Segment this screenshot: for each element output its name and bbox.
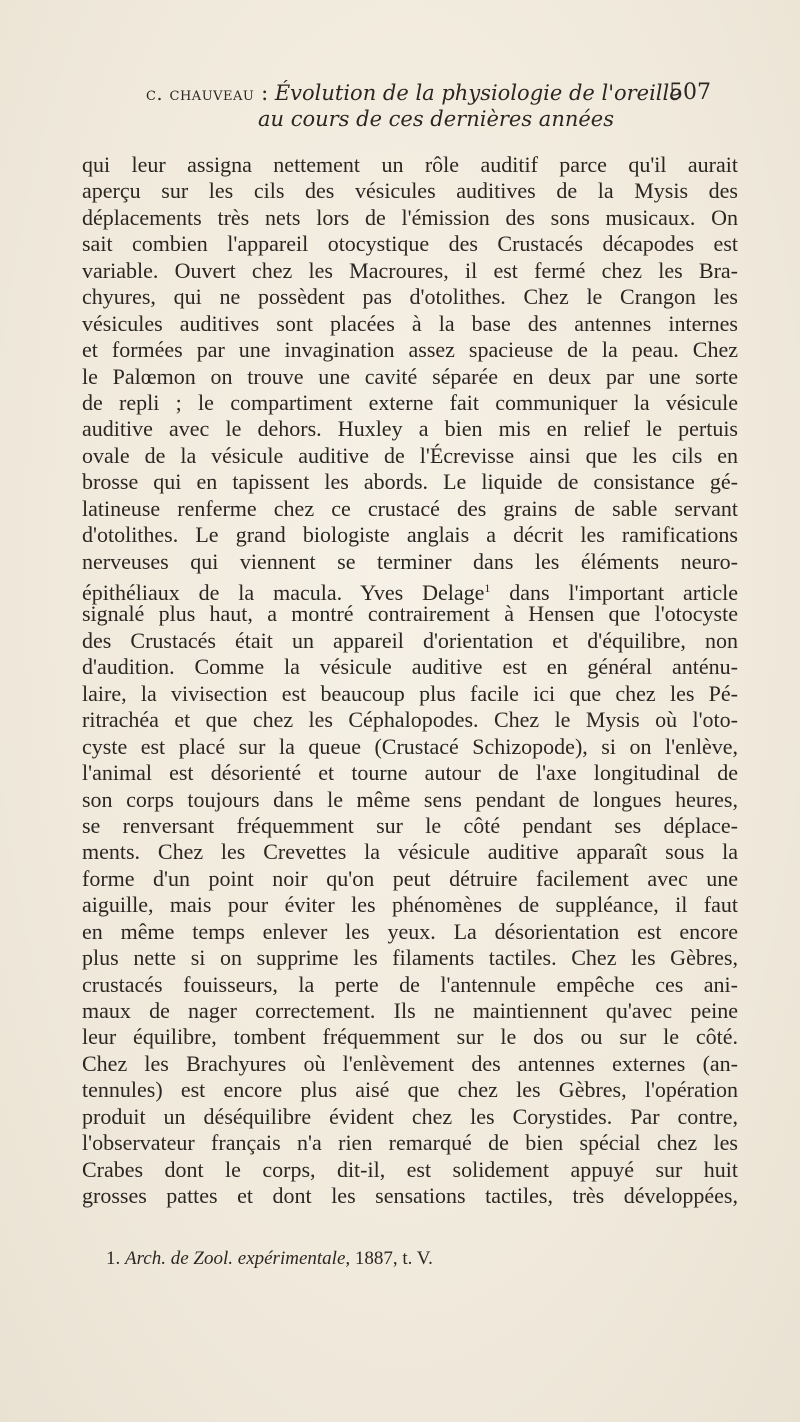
text-line: en même temps enlever les yeux. La désorientation est encore — [82, 918, 738, 944]
text-line-end: dans l'important article — [490, 580, 738, 605]
text-line: déplacements très nets lors de l'émission des sons musicaux. On — [82, 204, 738, 230]
footnote-number: 1. — [106, 1248, 121, 1269]
text-line: se renversant fréquemment sur le côté pendant ses déplace- — [82, 812, 738, 838]
text-line: des Crustacés était un appareil d'orientation et d'équilibre, non — [82, 627, 738, 653]
text-line: brosse qui en tapissent les abords. Le liquide de consistance gé- — [82, 469, 738, 495]
text-line: aiguille, mais pour éviter les phénomènes de suppléance, il faut — [82, 892, 738, 918]
text-line: et formées par une invagination assez spacieuse de la peau. Chez — [82, 337, 738, 363]
text-line: auditive avec le dehors. Huxley a bien mis en relief le pertuis — [82, 416, 738, 442]
text-line: d'audition. Comme la vésicule auditive est en général anténu- — [82, 654, 738, 680]
text-line: ritrachéa et que chez les Céphalopodes. Chez le Mysis où l'oto- — [82, 707, 738, 733]
text-line: l'animal est désorienté et tourne autour de l'axe longitudinal de — [82, 760, 738, 786]
text-line: laire, la vivisection est beaucoup plus facile ici que chez les Pé- — [82, 680, 738, 706]
text-line: leur équilibre, tombent fréquemment sur le dos ou sur le côté. — [82, 1024, 738, 1050]
header-separator: : — [254, 81, 275, 105]
text-line: crustacés fouisseurs, la perte de l'antennule empêche ces ani- — [82, 971, 738, 997]
text-line: variable. Ouvert chez les Macroures, il est fermé chez les Bra- — [82, 257, 738, 283]
text-line: cyste est placé sur la queue (Crustacé Schizopode), si on l'enlève, — [82, 733, 738, 759]
text-line: vésicules auditives sont placées à la base des antennes internes — [82, 310, 738, 336]
text-line: tennules) est encore plus aisé que chez les Gèbres, l'opération — [82, 1077, 738, 1103]
header-line-1 — [146, 78, 711, 108]
text-line: l'observateur français n'a rien remarqué de bien spécial chez les — [82, 1130, 738, 1156]
footnote-journal: Arch. de Zool. expérimentale, — [125, 1248, 351, 1269]
text-line: latineuse renferme chez ce crustacé des grains de sable servant — [82, 495, 738, 521]
text-line: signalé plus haut, a montré contrairement à Hensen que l'otocyste — [82, 601, 738, 627]
text-line: forme d'un point noir qu'on peut détruire facilement avec une — [82, 865, 738, 891]
text-line: grosses pattes et dont les sensations tactiles, très développées, — [82, 1183, 738, 1209]
text-line: produit un déséquilibre évident chez les Corystides. Par contre, — [82, 1103, 738, 1129]
article-title-part-2: au cours de ces dernières années — [257, 107, 615, 131]
text-line: ments. Chez les Crevettes la vésicule auditive apparaît sous la — [82, 839, 738, 865]
text-line: de repli ; le compartiment externe fait communiquer la vésicule — [82, 389, 738, 415]
body-text — [82, 152, 738, 1210]
author-name: c. chauveau — [146, 83, 255, 105]
page-number: 507 — [669, 80, 711, 105]
footnote-marker: 1 — [484, 581, 491, 595]
text-line: chyures, qui ne possèdent pas d'otolithes. Chez le Crangon les — [82, 284, 738, 310]
text-line: plus nette si on supprime les filaments tactiles. Chez les Gèbres, — [82, 945, 738, 971]
text-line: sait combien l'appareil otocystique des Crustacés décapodes est — [82, 231, 738, 257]
text-line: Chez les Brachyures où l'enlèvement des antennes externes (an- — [82, 1050, 738, 1076]
running-header — [0, 78, 800, 132]
text-line: ovale de la vésicule auditive de l'Écrevisse ainsi que les cils en — [82, 442, 738, 468]
text-line: maux de nager correctement. Ils ne maintiennent qu'avec peine — [82, 998, 738, 1023]
text-line-start: épithéliaux de la macula. Yves Delage — [82, 580, 485, 605]
footnote — [106, 1248, 433, 1270]
text-line: aperçu sur les cils des vésicules auditives de la Mysis des — [82, 178, 738, 204]
text-line: son corps toujours dans le même sens pendant de longues heures, — [82, 786, 738, 812]
text-line: nerveuses qui viennent se terminer dans les éléments neuro- — [82, 548, 738, 574]
text-line: d'otolithes. Le grand biologiste anglais a décrit les ramifications — [82, 522, 738, 548]
text-line: qui leur assigna nettement un rôle auditif parce qu'il aurait — [82, 152, 738, 177]
footnote-details: 1887, t. V. — [350, 1248, 433, 1269]
text-line — [82, 575, 738, 605]
article-title-part-1: Évolution de la physiologie de l'oreille — [274, 81, 682, 105]
text-line: le Palœmon on trouve une cavité séparée en deux par une sorte — [82, 363, 738, 389]
text-line: Crabes dont le corps, dit-il, est solidement appuyé sur huit — [82, 1156, 738, 1182]
